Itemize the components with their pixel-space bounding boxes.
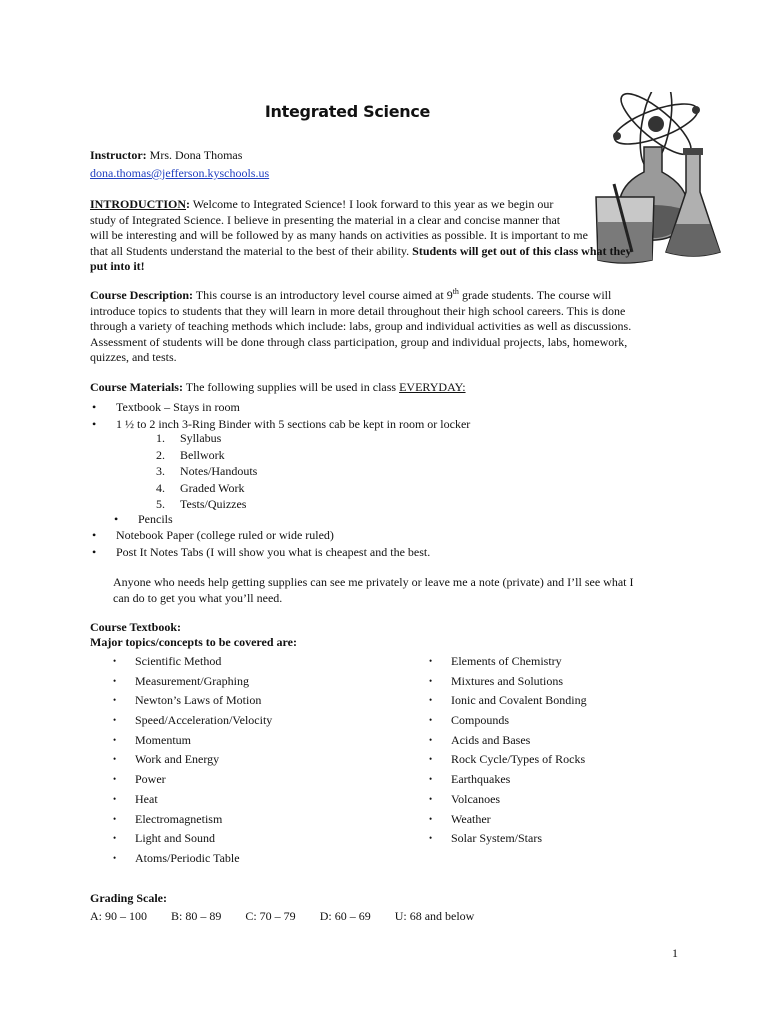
grade-a: A: 90 – 100 [90, 909, 147, 923]
instructor-email-link[interactable]: dona.thomas@jefferson.kyschools.us [90, 166, 270, 180]
introduction-paragraph: INTRODUCTION: Welcome to Integrated Science! I look forward to this year as we begin our study of Integrated Science. I believe in presenting the material in a clear and concise manner that will be interesting and will be followed by as many hands on activities as possible. It is important to me [90, 197, 588, 242]
grading-scale-row [90, 909, 670, 925]
list-item: • Compounds [429, 713, 510, 728]
major-topics-heading: Major topics/concepts to be covered are: [90, 635, 297, 649]
list-item: • Momentum [113, 732, 191, 747]
list-item: • Mixtures and Solutions [429, 673, 564, 688]
list-item: • Newton’s Laws of Motion [113, 693, 262, 708]
list-item: • Measurement/Graphing [113, 673, 249, 688]
list-item: • Earthquakes [429, 772, 511, 787]
list-item: • Pencils [114, 512, 173, 526]
list-item: • Work and Energy [113, 752, 220, 767]
list-item: • Weather [429, 811, 491, 826]
page-number: 1 [672, 946, 678, 960]
introduction-emphasis: Students will get out of this class what they [412, 243, 632, 258]
list-item: 2. Bellwork [156, 447, 225, 462]
list-item: 3. Notes/Handouts [156, 464, 258, 478]
list-item: • Notebook Paper (college ruled or wide ruled) [92, 528, 334, 542]
list-item: • Power [113, 772, 166, 787]
list-item: 1. Syllabus [156, 431, 222, 445]
introduction-heading: INTRODUCTION [90, 197, 187, 211]
grade-d: D: 60 – 69 [319, 909, 371, 923]
list-item: • Post It Notes Tabs (I will show you what is cheapest and the best. [92, 544, 431, 559]
list-item: • Volcanoes [429, 791, 501, 806]
list-item: • Atoms/Periodic Table [113, 850, 240, 865]
list-item: • Scientific Method [113, 654, 222, 668]
list-item: 5. Tests/Quizzes [156, 497, 247, 511]
list-item: • Elements of Chemistry [429, 654, 562, 668]
list-item: • Textbook – Stays in room [92, 400, 240, 414]
grade-c: C: 70 – 79 [245, 909, 296, 923]
supplies-list-pencils [112, 512, 712, 529]
supplies-list [90, 400, 690, 433]
list-item: • 1 ½ to 2 inch 3-Ring Binder with 5 sections cab be kept in room or locker [92, 416, 471, 431]
grading-scale-heading: Grading Scale: [90, 891, 167, 905]
supplies-list-more [90, 528, 690, 561]
list-item: • Rock Cycle/Types of Rocks [429, 752, 586, 767]
course-textbook-heading: Course Textbook: [90, 620, 182, 634]
course-description-paragraph: Course Description: This course is an introductory level course aimed at 9th grade students. The course will introduce topics to students that they will learn in more detail throughout their high school careers. This is done through a variety of teaching methods which include: labs, group and individual activities as well as discussions. Assessment of students will be done through class participation, group and individual projects, labs, homework, quizzes, and tests. [90, 287, 632, 364]
page-title: Integrated Science [264, 102, 431, 121]
topics-list-right [429, 654, 729, 851]
supplies-help-note: Anyone who needs help getting supplies can see me privately or leave me a note (private) and I’ll see what I can do to get you what you’ll need. [113, 575, 634, 605]
course-description-label: Course Description: [90, 288, 193, 302]
list-item: • Acids and Bases [429, 732, 531, 747]
list-item: • Electromagnetism [113, 811, 223, 826]
topics-list-left [113, 654, 413, 871]
course-materials-heading: Course Materials: The following supplies will be used in class EVERYDAY: [90, 380, 466, 394]
list-item: • Heat [113, 791, 158, 806]
list-item: • Solar System/Stars [429, 831, 543, 846]
instructor-label: Instructor: [90, 148, 147, 162]
grade-u: U: 68 and below [394, 909, 475, 923]
list-item: 4. Graded Work [156, 480, 245, 495]
binder-sections-list [156, 431, 257, 514]
instructor-name: Mrs. Dona Thomas [146, 148, 243, 162]
list-item: • Light and Sound [113, 831, 215, 846]
list-item: • Speed/Acceleration/Velocity [113, 713, 273, 728]
instructor-line [90, 148, 670, 164]
grade-b: B: 80 – 89 [171, 909, 222, 923]
list-item: • Ionic and Covalent Bonding [429, 693, 587, 708]
